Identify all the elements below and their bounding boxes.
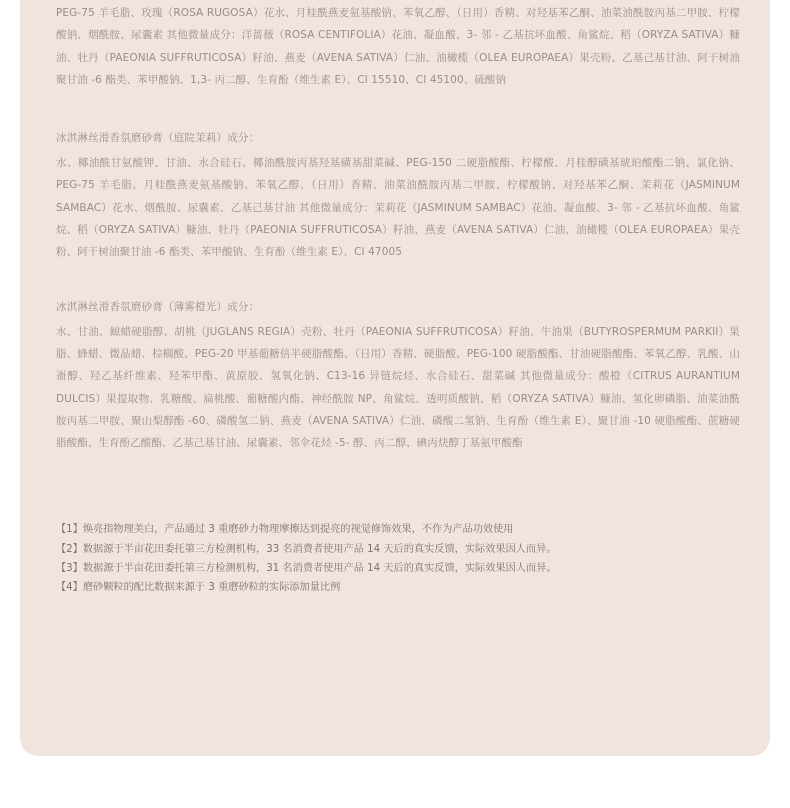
ingredient-title-orange: 冰淇淋丝滑香氛磨砂膏（薄雾橙光）成分： — [56, 300, 260, 313]
footnote-4: 【4】磨砂颗粒的配比数据来源于 3 重磨砂粒的实际添加量比例 — [56, 582, 341, 594]
footnotes — [56, 520, 740, 597]
ingredient-title-jasmine: 冰淇淋丝滑香氛磨砂膏（庭院茉莉）成分： — [56, 132, 260, 145]
ingredient-list-jasmine: 水、椰油酰甘氨酸钾、甘油、水合硅石、椰油酰胺丙基羟基磺基甜菜碱、PEG-150 二硬脂酸酯、柠檬酸、月桂醇磺基琥珀酸酯二钠、氯化钠、PEG-75 羊毛脂、月桂酰燕麦氨基酸钠、苯氧乙醇、（日用）香精、油菜油酰胺丙基二甲胺、柠檬酸钠、对羟基苯乙酮、茉莉花（JASMINUM SAMBAC）花水、烟酰胺、尿囊素、乙基己基甘油 其他微量成分：茉莉花（JASMINUM SAMBAC）花油、凝血酸、3- 邻 - 乙基抗坏血酸、角鲨烷、稻（ORYZA SATIVA）糠油、牡丹（PAEONIA SUFFRUTICOSA）籽油、燕麦（AVENA SATIVA）仁油、油橄榄（OLEA EUROPAEA）果壳粉、阿干树油聚甘油 -6 酯类、苯甲酸钠、生育酚（维生素 E）、CI 47005 — [56, 157, 740, 259]
footnote-1: 【1】焕亮指物理美白，产品通过 3 重磨砂力物理摩擦达到提亮的视觉修饰效果，不作为产品功效使用 — [56, 524, 514, 536]
footnote-3: 【3】数据源于半亩花田委托第三方检测机构，31 名消费者使用产品 14 天后的真实反馈，实际效果因人而异。 — [56, 562, 557, 574]
ingredient-list-orange: 水、甘油、鲸蜡硬脂醇、胡桃（JUGLANS REGIA）壳粉、牡丹（PAEONIA SUFFRUTICOSA）籽油、牛油果（BUTYROSPERMUM PARKII）果脂、蜂蜡、微晶蜡、棕榈酸、PEG-20 甲基葡糖倍半硬脂酸酯、（日用）香精、硬脂酸、PEG-100 硬脂酸酯、甘油硬脂酸酯、苯氧乙醇、乳酸、山嵛醇、羟乙基纤维素、羟苯甲酯、黄原胶、氢氧化钠、C13-16 异链烷烃、水合硅石、甜菜碱 其他微量成分：酸橙（CITRUS AURANTIUM DULCIS）果提取物、乳糖酸、扁桃酸、葡糖酸内酯、神经酰胺 NP、角鲨烷、透明质酸钠、稻（ORYZA SATIVA）糠油、氢化卵磷脂、油菜油酰胺丙基二甲胺、聚山梨醇酯 -60、磷酸氢二钠、燕麦（AVENA SATIVA）仁油、磷酸二氢钠、生育酚（维生素 E）、聚甘油 -10 硬脂酸酯、蔗糖硬脂酸酯、生育酚乙酸酯、乙基己基甘油、尿囊素、邻伞花烃 -5- 醇、丙二醇、碘丙炔醇丁基氨甲酸酯 — [56, 325, 740, 450]
ingredients-content — [56, 2, 740, 597]
ingredient-list-rose: PEG-75 羊毛脂、玫瑰（ROSA RUGOSA）花水、月桂酰燕麦氨基酸钠、苯氧乙醇、（日用）香精、对羟基苯乙酮、油菜油酰胺丙基二甲胺、柠檬酸钠、烟酰胺、尿囊素 其他微量成分：洋蔷薇（ROSA CENTIFOLIA）花油、凝血酸、3- 邻 - 乙基抗坏血酸、角鲨烷、稻（ORYZA SATIVA）糠油、牡丹（PAEONIA SUFFRUTICOSA）籽油、燕麦（AVENA SATIVA）仁油、油橄榄（OLEA EUROPAEA）果壳粉、乙基己基甘油、阿干树油聚甘油 -6 酯类、苯甲酸钠、1,3- 丙二醇、生育酚（维生素 E）、CI 15510、CI 45100、硫酸钠 — [56, 7, 740, 86]
ingredient-block-rose — [56, 2, 740, 91]
ingredient-block-orange — [56, 299, 740, 455]
ingredients-card — [20, 0, 770, 756]
footnote-2: 【2】数据源于半亩花田委托第三方检测机构，33 名消费者使用产品 14 天后的真实反馈，实际效果因人而异。 — [56, 543, 557, 555]
ingredient-block-jasmine — [56, 130, 740, 263]
